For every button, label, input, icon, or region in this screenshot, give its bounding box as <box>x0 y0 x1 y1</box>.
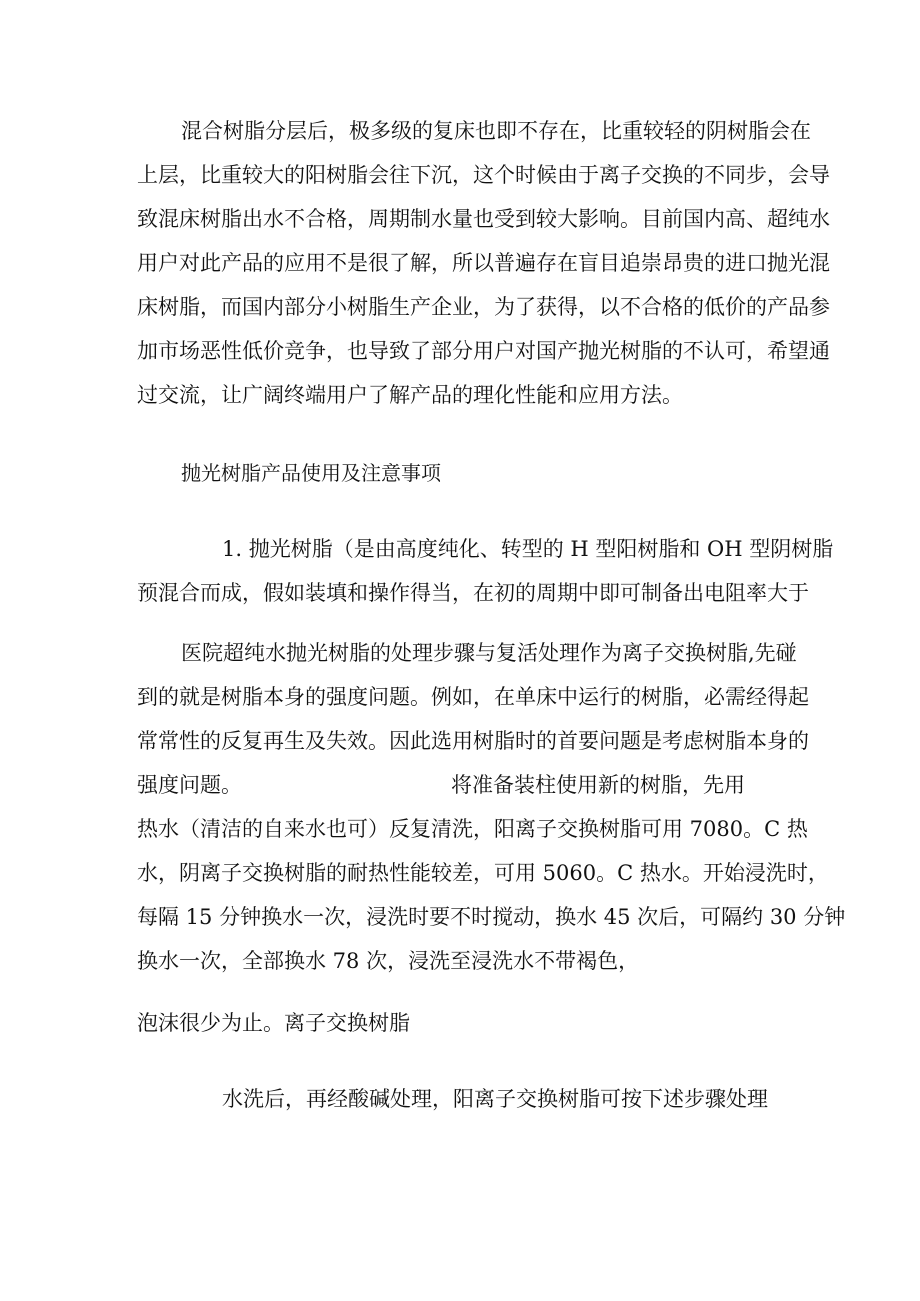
text-line: 热水（清洁的自来水也可）反复清洗，阳离子交换树脂可用 7080。C 热 <box>137 817 808 841</box>
text-line: 用户对此产品的应用不是很了解，所以普遍存在盲目追崇昂贵的进口抛光混 <box>137 251 830 275</box>
text-line: 医院超纯水抛光树脂的处理步骤与复活处理作为离子交换树脂,先碰 <box>181 641 797 665</box>
text-line: 水，阴离子交换树脂的耐热性能较差，可用 5060。C 热水。开始浸洗时， <box>137 861 829 885</box>
text-line: 将准备装柱使用新的树脂，先用 <box>451 773 745 797</box>
text-line: 常常性的反复再生及失效。因此选用树脂时的首要问题是考虑树脂本身的 <box>137 729 809 753</box>
text-line: 强度问题。 <box>137 773 242 797</box>
text-line: 到的就是树脂本身的强度问题。例如，在单床中运行的树脂，必需经得起 <box>137 685 809 709</box>
text-line: 加市场恶性低价竞争，也导致了部分用户对国产抛光树脂的不认可，希望通 <box>137 339 830 363</box>
text-line: 预混合而成，假如装填和操作得当，在初的周期中即可制备出电阻率大于 <box>137 581 809 605</box>
text-line: 1. 抛光树脂（是由高度纯化、转型的 H 型阳树脂和 OH 型阴树脂 <box>222 537 834 561</box>
section-heading: 抛光树脂产品使用及注意事项 <box>181 461 441 485</box>
text-line: 每隔 15 分钟换水一次，浸洗时要不时搅动，换水 45 次后，可隔约 30 分钟 <box>137 905 846 929</box>
text-line: 床树脂，而国内部分小树脂生产企业，为了获得，以不合格的低价的产品参 <box>137 295 830 319</box>
text-line: 混合树脂分层后，极多级的复床也即不存在，比重较轻的阴树脂会在 <box>181 119 811 143</box>
text-line: 上层，比重较大的阳树脂会往下沉，这个时候由于离子交换的不同步，会导 <box>137 163 830 187</box>
text-line: 过交流，让广阔终端用户了解产品的理化性能和应用方法。 <box>137 383 683 407</box>
text-line: 致混床树脂出水不合格，周期制水量也受到较大影响。目前国内高、超纯水 <box>137 207 830 231</box>
text-line: 换水一次，全部换水 78 次，浸洗至浸洗水不带褐色， <box>137 949 640 973</box>
text-line: 泡沫很少为止。离子交换树脂 <box>137 1011 410 1035</box>
text-line: 水洗后，再经酸碱处理，阳离子交换树脂可按下述步骤处理 <box>222 1087 768 1111</box>
